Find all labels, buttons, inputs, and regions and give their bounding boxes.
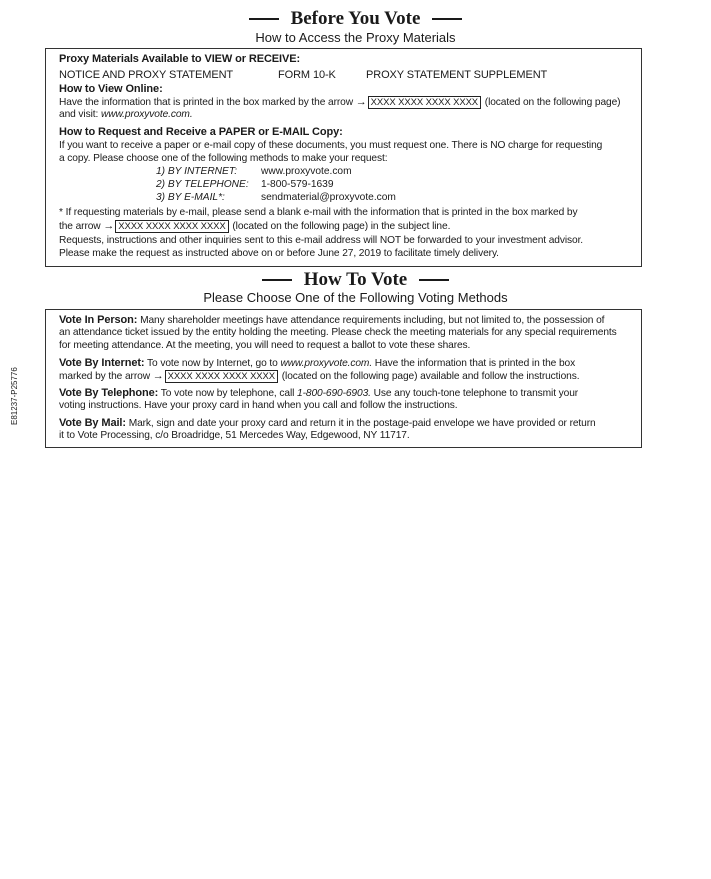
control-number-box: XXXX XXXX XXXX XXXX bbox=[115, 220, 228, 233]
mail-line bbox=[59, 417, 596, 429]
email-note: (located on the following page) in the subject line. bbox=[232, 221, 451, 232]
telephone-text: To vote now by telephone, call bbox=[160, 388, 295, 399]
title-rule-left bbox=[249, 18, 279, 20]
section-title: Before You Vote bbox=[290, 8, 421, 29]
request-text: a copy. Please choose one of the following methods to make your request: bbox=[59, 153, 388, 164]
proxy-materials-box bbox=[45, 48, 642, 267]
telephone-text: Use any touch-tone telephone to transmit your bbox=[373, 388, 579, 399]
proxyvote-link[interactable]: www.proxyvote.com. bbox=[280, 358, 373, 369]
material-item: FORM 10-K bbox=[278, 69, 336, 81]
method-value[interactable]: 1-800-579-1639 bbox=[261, 179, 334, 190]
request-methods bbox=[156, 166, 396, 205]
how-to-vote-header bbox=[0, 269, 711, 291]
email-note: the arrow bbox=[59, 221, 101, 232]
internet-line bbox=[59, 357, 575, 369]
method-value[interactable]: sendmaterial@proxyvote.com bbox=[261, 192, 396, 203]
internet-text: Have the information that is printed in the box bbox=[374, 358, 576, 369]
internet-text: (located on the following page) available and follow the instructions. bbox=[281, 371, 580, 382]
email-note-line bbox=[59, 220, 450, 233]
view-online-url-line bbox=[59, 109, 193, 120]
control-number-box: XXXX XXXX XXXX XXXX bbox=[368, 96, 481, 109]
section-subtitle: How to Access the Proxy Materials bbox=[255, 30, 456, 45]
method-value[interactable]: www.proxyvote.com bbox=[261, 166, 352, 177]
internet-text: To vote now by Internet, go to bbox=[147, 358, 278, 369]
in-person-label: Vote In Person: bbox=[59, 314, 138, 326]
telephone-label: Vote By Telephone: bbox=[59, 387, 159, 399]
footer-text: Please make the request as instructed above on or before June 27, 2019 to facilitate timely delivery. bbox=[59, 248, 499, 259]
section-subtitle: Please Choose One of the Following Voting Methods bbox=[203, 290, 508, 305]
voting-methods-box bbox=[45, 309, 642, 448]
method-row bbox=[156, 192, 396, 205]
arrow-icon: → bbox=[152, 370, 164, 382]
request-text: If you want to receive a paper or e-mail copy of these documents, you must request one. There is NO charge for requesting bbox=[59, 140, 603, 151]
mail-text: Mark, sign and date your proxy card and return it in the postage-paid envelope we have provided or return bbox=[128, 418, 596, 429]
view-online-text bbox=[59, 96, 620, 109]
telephone-number[interactable]: 1-800-690-6903. bbox=[297, 388, 371, 399]
footer-text: Requests, instructions and other inquiries sent to this e-mail address will NOT be forwarded to your investment advisor. bbox=[59, 235, 584, 246]
section-title: How To Vote bbox=[303, 269, 408, 290]
telephone-text: voting instructions. Have your proxy card in hand when you call and follow the instructions. bbox=[59, 400, 458, 411]
proxyvote-link[interactable]: www.proxyvote.com. bbox=[100, 109, 193, 120]
internet-label: Vote By Internet: bbox=[59, 357, 145, 369]
arrow-icon: → bbox=[103, 220, 115, 232]
view-text: Have the information that is printed in the box marked by the arrow bbox=[59, 97, 353, 108]
in-person-text: an attendance ticket issued by the entity holding the meeting. Please check the meeting materials for any special requirements bbox=[59, 327, 617, 338]
in-person-line bbox=[59, 314, 604, 326]
title-rule-right bbox=[432, 18, 462, 20]
material-item: NOTICE AND PROXY STATEMENT bbox=[59, 69, 234, 81]
method-label: 2) BY TELEPHONE: bbox=[156, 179, 249, 190]
mail-text: it to Vote Processing, c/o Broadridge, 51 Mercedes Way, Edgewood, NY 11717. bbox=[59, 430, 410, 441]
material-item: PROXY STATEMENT SUPPLEMENT bbox=[366, 69, 548, 81]
mail-label: Vote By Mail: bbox=[59, 417, 126, 429]
in-person-text: for meeting attendance. At the meeting, you will need to request a ballot to vote these shares. bbox=[59, 340, 471, 351]
before-you-vote-header bbox=[0, 8, 711, 30]
in-person-text: Many shareholder meetings have attendance requirements including, but not limited to, the possession of bbox=[140, 315, 605, 326]
email-note: * If requesting materials by e-mail, please send a blank e-mail with the information that is printed in the box marked by bbox=[59, 207, 578, 218]
method-label: 1) BY INTERNET: bbox=[156, 166, 238, 177]
control-number-box: XXXX XXXX XXXX XXXX bbox=[165, 370, 278, 383]
view-text: (located on the following page) bbox=[484, 97, 621, 108]
materials-heading: Proxy Materials Available to VIEW or RECEIVE: bbox=[59, 53, 301, 65]
title-rule-right bbox=[419, 279, 449, 281]
title-rule-left bbox=[262, 279, 292, 281]
method-label: 3) BY E-MAIL*: bbox=[156, 192, 225, 203]
telephone-line bbox=[59, 387, 578, 399]
method-row bbox=[156, 179, 396, 192]
request-copy-heading: How to Request and Receive a PAPER or E-MAIL Copy: bbox=[59, 126, 343, 138]
internet-line-2 bbox=[59, 370, 579, 383]
document-code: E81237-P25776 bbox=[10, 367, 19, 425]
view-online-heading: How to View Online: bbox=[59, 83, 163, 95]
method-row bbox=[156, 166, 396, 179]
arrow-icon: → bbox=[355, 96, 367, 108]
internet-text: marked by the arrow bbox=[59, 371, 150, 382]
view-text: and visit: bbox=[59, 109, 99, 120]
